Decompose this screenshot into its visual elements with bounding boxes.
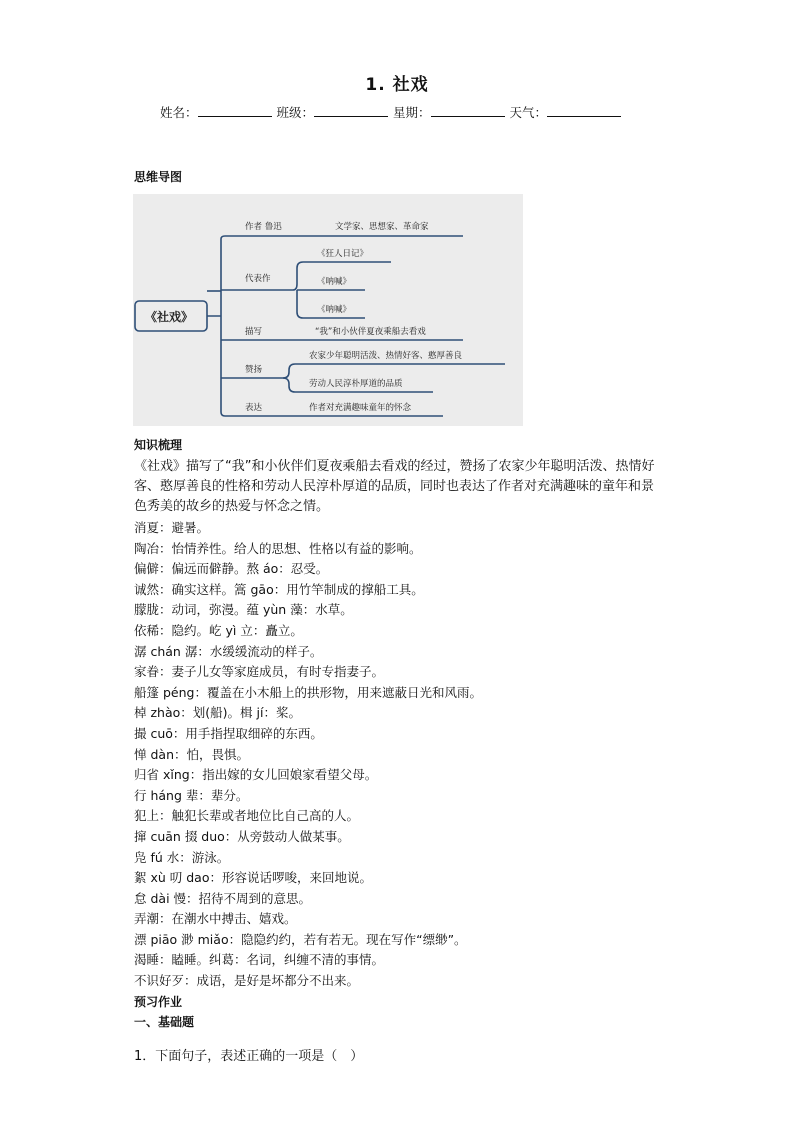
- vocab-item: 不识好歹：成语，是好是坏都分不出来。: [134, 973, 360, 989]
- work-3: 《呐喊》: [317, 305, 352, 315]
- section-heading-mindmap: 思维导图: [134, 170, 183, 184]
- weather-label: 天气：: [509, 105, 548, 120]
- praise1-line: [283, 364, 505, 378]
- praise-1: 农家少年聪明活泼、热情好客、憨厚善良: [309, 351, 463, 361]
- vocab-item: 诚然：确实这样。篙 gāo：用竹竿制成的撑船工具。: [134, 581, 424, 597]
- praise-label: 赞扬: [245, 365, 263, 375]
- question-1: 1．下面句子，表述正确的一项是（ ）: [134, 1049, 364, 1064]
- section-heading-knowledge: 知识梳理: [134, 438, 183, 452]
- vocab-item: 陶冶：怡情养性。给人的思想、性格以有益的影响。: [134, 540, 422, 556]
- works-label: 代表作: [245, 274, 271, 284]
- work-2: 《呐喊》: [317, 277, 352, 287]
- vocab-item: 棹 zhào：划(船)。楫 jí：桨。: [134, 705, 301, 721]
- describe-text: “我”和小伙伴夏夜乘船去看戏: [315, 327, 426, 337]
- vocab-item: 消夏：避暑。: [134, 520, 210, 535]
- vocab-item: 絮 xù 叨 dao：形容说话啰唆，来回地说。: [134, 870, 372, 886]
- author-description: 文学家、思想家、革命家: [335, 222, 429, 232]
- vocab-item: 依稀：隐约。屹 yì 立：矗立。: [134, 622, 303, 638]
- class-label: 班级：: [276, 105, 315, 120]
- trunk: [207, 236, 225, 416]
- section-heading-homework: 预习作业: [134, 994, 183, 1009]
- vocab-item: 归省 xǐng：指出嫁的女儿回娘家看望父母。: [134, 767, 378, 783]
- student-info-row: [160, 103, 622, 121]
- vocab-item: 偏僻：偏远而僻静。熬 áo：忍受。: [134, 561, 329, 577]
- vocab-item: 行 háng 辈：辈分。: [134, 787, 249, 803]
- class-blank: [314, 103, 388, 117]
- weather-blank: [547, 103, 621, 117]
- document-title: 1. 社戏: [365, 75, 429, 95]
- praise-2: 劳动人民淳朴厚道的品质: [309, 379, 403, 389]
- week-blank: [431, 103, 505, 117]
- root-label: 《社戏》: [145, 310, 194, 324]
- vocab-item: 撺 cuān 掇 duo：从旁鼓动人做某事。: [134, 828, 350, 844]
- mind-map: [133, 194, 523, 426]
- vocab-list: [134, 518, 674, 1033]
- name-blank: [198, 103, 272, 117]
- summary-paragraph: 《社戏》描写了“我”和小伙伴们夏夜乘船去看戏的经过，赞扬了农家少年聪明活泼、热情好客、憨厚善良的性格和劳动人民淳朴厚道的品质，同时也表达了作者对充满趣味的童年和景色秀美的故乡的热爱与怀念之情。: [134, 459, 655, 514]
- express-text: 作者对充满趣味童年的怀念: [309, 403, 412, 413]
- vocab-item: 潺 chán 潺：水缓缓流动的样子。: [134, 643, 323, 659]
- section-heading-basic: 一、基础题: [134, 1015, 195, 1030]
- name-label: 姓名：: [160, 105, 198, 120]
- vocab-item: 弄潮：在潮水中搏击、嬉戏。: [134, 911, 297, 927]
- vocab-item: 朦胧：动词，弥漫。蕴 yùn 藻：水草。: [134, 602, 353, 618]
- work-1: 《狂人日记》: [317, 249, 369, 259]
- vocab-item: 怠 dài 慢：招待不周到的意思。: [134, 890, 312, 906]
- mind-map-diagram: [133, 194, 523, 426]
- vocab-item: 船篷 péng：覆盖在小木船上的拱形物，用来遮蔽日光和风雨。: [134, 684, 482, 700]
- week-label: 星期：: [393, 105, 431, 120]
- vocab-item: 家眷：妻子儿女等家庭成员，有时专指妻子。: [134, 664, 385, 680]
- vocab-item: 漂 piāo 渺 miǎo：隐隐约约，若有若无。现在写作“缥缈”。: [134, 931, 467, 947]
- express-label: 表达: [245, 403, 263, 413]
- vocab-item: 凫 fú 水：游泳。: [134, 849, 230, 865]
- vocab-item: 犯上：触犯长辈或者地位比自己高的人。: [134, 808, 360, 824]
- vocab-item: 惮 dàn：怕，畏惧。: [134, 746, 249, 762]
- vocab-item: 撮 cuō：用手指捏取细碎的东西。: [134, 725, 323, 741]
- vocab-item: 渴睡：瞌睡。纠葛：名词，纠缠不清的事情。: [134, 952, 385, 968]
- describe-label: 描写: [245, 327, 263, 337]
- author-label: 作者 鲁迅: [245, 222, 282, 232]
